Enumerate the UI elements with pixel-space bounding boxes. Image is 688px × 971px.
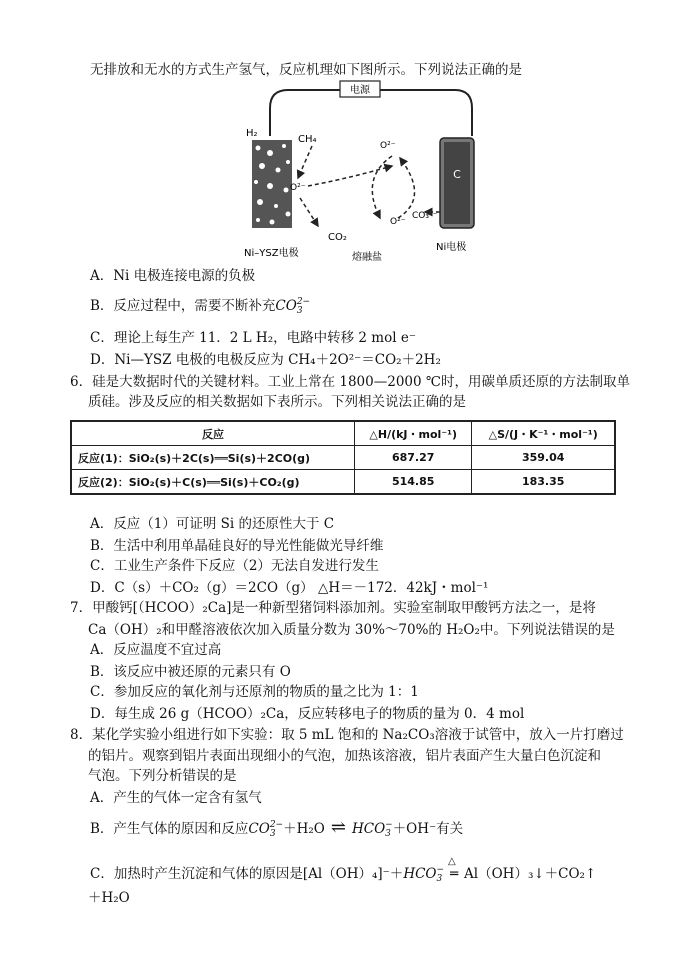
q7-option-c: C．参加反应的氧化剂与还原剂的物质的量之比为 1：1 bbox=[90, 684, 419, 700]
right-electrode-label: Ni电极 bbox=[436, 242, 467, 253]
q7-stem-line2: Ca（OH）₂和甲醛溶液依次加入质量分数为 30%～70%的 H₂O₂中。下列说法错误的是 bbox=[88, 622, 615, 638]
reaction-2-dh: 514.85 bbox=[355, 470, 472, 495]
q8-stem-line2: 的铝片。观察到铝片表面出现细小的气泡，加热该溶液，铝片表面产生大量白色沉淀和 bbox=[88, 748, 601, 764]
h2-label: H₂ bbox=[246, 128, 258, 139]
q7-option-a: A．反应温度不宜过高 bbox=[90, 642, 222, 658]
q7-stem-line1: 7．甲酸钙[（HCOO）₂Ca]是一种新型猪饲料添加剂。实验室制取甲酸钙方法之一，是将 bbox=[70, 600, 596, 616]
ch4-label: CH₄ bbox=[298, 134, 317, 145]
q5-option-b bbox=[90, 296, 310, 316]
table-row bbox=[71, 470, 615, 495]
reaction-2-ds: 183.35 bbox=[472, 470, 615, 495]
left-electrode-label: Ni–YSZ电极 bbox=[244, 248, 299, 259]
q8-option-c-continuation: ＋H₂O bbox=[88, 890, 130, 906]
equilibrium-arrow: ⇌ bbox=[330, 817, 346, 838]
reaction-1-ds: 359.04 bbox=[472, 446, 615, 470]
q8-option-c-text: C．加热时产生沉淀和气体的原因是[Al（OH）₄]⁻＋ bbox=[90, 866, 404, 882]
heat-arrow: △ ═ bbox=[448, 856, 459, 882]
q5-option-b-text: B．反应过程中，需要不断补充 bbox=[90, 298, 276, 314]
reaction-2: 反应(2)：SiO₂(s)＋C(s)══Si(s)＋CO₂(g) bbox=[71, 470, 355, 495]
bicarbonate-ion: HCO − 3 bbox=[351, 819, 393, 839]
q8-option-b-text: B．产生气体的原因和反应 bbox=[90, 821, 249, 837]
q7-option-b: B．该反应中被还原的元素只有 O bbox=[90, 664, 291, 680]
q6-option-d: D．C（s）＋CO₂（g）＝2CO（g） △H＝－172．42kJ・mol⁻¹ bbox=[90, 580, 489, 596]
q6-stem-line1: 6．硅是大数据时代的关键材料。工业上常在 1800—2000 ℃时，用碳单质还原的方法制取单 bbox=[70, 374, 630, 390]
q5-option-a: A．Ni 电极连接电源的负极 bbox=[90, 268, 256, 284]
q8-stem-line1: 8．某化学实验小组进行如下实验：取 5 mL 饱和的 Na₂CO₃溶液于试管中，放入一片打磨过 bbox=[70, 727, 624, 743]
header-enthalpy: △H/(kJ・mol⁻¹) bbox=[355, 421, 472, 446]
ni-electrode bbox=[440, 138, 474, 228]
bicarbonate-ion: HCO − 3 bbox=[403, 864, 445, 884]
q5-stem: 无排放和无水的方式生产氢气，反应机理如下图所示。下列说法正确的是 bbox=[90, 62, 522, 78]
q6-option-b: B．生活中利用单晶硅良好的导光性能做光导纤维 bbox=[90, 538, 384, 554]
q7-option-d: D．每生成 26 g（HCOO）₂Ca，反应转移电子的物质的量为 0．4 mol bbox=[90, 706, 525, 722]
q6-option-c: C．工业生产条件下反应（2）无法自发进行发生 bbox=[90, 558, 379, 574]
header-reaction: 反应 bbox=[71, 421, 355, 446]
o2-left-label: O²⁻ bbox=[290, 183, 306, 193]
o2-right-label: O²⁻ bbox=[390, 217, 406, 227]
reaction-data-table bbox=[70, 420, 616, 495]
q6-stem-line2: 质硅。涉及反应的相关数据如下表所示。下列相关说法正确的是 bbox=[88, 394, 466, 410]
molten-salt-label: 熔融盐 bbox=[352, 252, 382, 263]
q5-option-c: C．理论上每生产 11．2 L H₂，电路中转移 2 mol e⁻ bbox=[90, 330, 416, 346]
carbonate-ion: CO 2− 3 bbox=[275, 296, 311, 316]
carbon-label: C bbox=[453, 168, 461, 181]
electrolysis-diagram bbox=[240, 78, 490, 263]
co2-label: CO₂ bbox=[328, 232, 347, 243]
co3-label: CO₃²⁻ bbox=[412, 211, 438, 221]
q6-option-a: A．反应（1）可证明 Si 的还原性大于 C bbox=[90, 516, 335, 532]
o2-top-label: O²⁻ bbox=[380, 141, 396, 151]
table-header-row bbox=[71, 421, 615, 446]
ni-ysz-electrode bbox=[252, 140, 292, 228]
header-entropy: △S/(J・K⁻¹・mol⁻¹) bbox=[472, 421, 615, 446]
reaction-1-dh: 687.27 bbox=[355, 446, 472, 470]
q5-option-d: D．Ni—YSZ 电极的电极反应为 CH₄＋2O²⁻＝CO₂＋2H₂ bbox=[90, 352, 441, 368]
q8-option-b: B．产生气体的原因和反应CO 2− 3 ＋H₂O ⇌ HCO − 3 ＋OH⁻有关 bbox=[90, 817, 464, 839]
power-label: 电源 bbox=[350, 85, 370, 96]
q8-stem-line3: 气泡。下列分析错误的是 bbox=[88, 768, 237, 784]
reaction-1: 反应(1)：SiO₂(s)＋2C(s)══Si(s)＋2CO(g) bbox=[71, 446, 355, 470]
q8-option-c: C．加热时产生沉淀和气体的原因是[Al（OH）₄]⁻＋HCO − 3 △ ═ Al（OH）₃↓＋CO₂↑ bbox=[90, 856, 597, 884]
table-row bbox=[71, 446, 615, 470]
carbonate-ion: CO 2− 3 bbox=[248, 819, 284, 839]
q8-option-a: A．产生的气体一定含有氢气 bbox=[90, 790, 262, 806]
